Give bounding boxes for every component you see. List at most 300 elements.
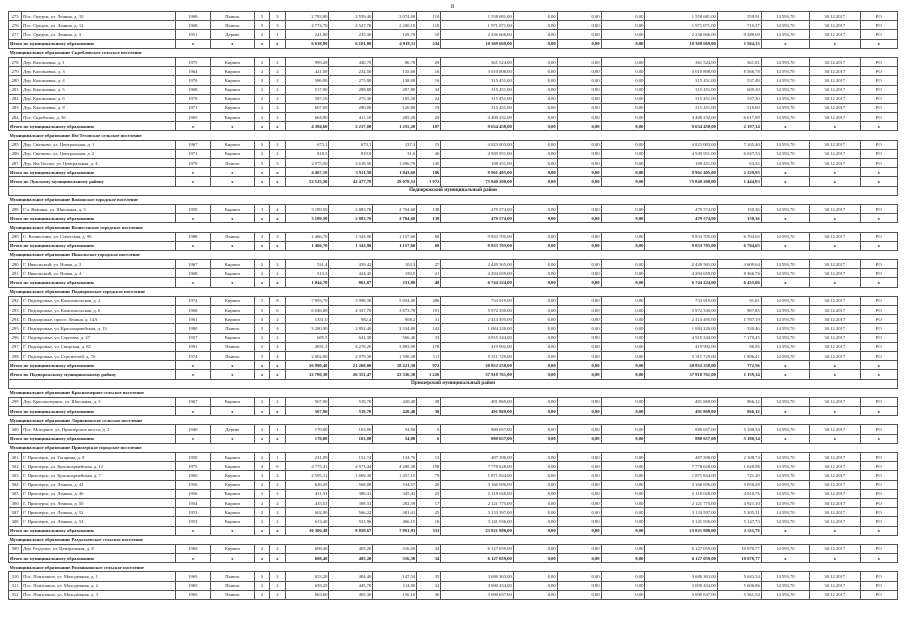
table-cell: 14 593,70	[761, 489, 809, 498]
table-cell: 1 787,19	[717, 315, 761, 324]
table-row	[9, 572, 898, 581]
housing-repair-register-table	[8, 11, 898, 600]
total-cell: x	[254, 278, 269, 287]
total-cell: 0,00	[601, 177, 645, 186]
table-cell: Панель	[210, 351, 254, 360]
total-cell: 37 910 761,00	[441, 370, 513, 379]
total-cell: x	[175, 241, 210, 250]
table-cell: 0,00	[513, 471, 557, 480]
address-cell: С. Вознесенье, ул. Советская, д. 96	[22, 232, 176, 241]
row-number-cell: 276	[9, 21, 22, 30]
table-cell: 2 200,10	[373, 21, 417, 30]
row-number-cell: 304	[9, 480, 22, 489]
section-header-row	[9, 287, 898, 296]
table-cell: 30.12.2017	[810, 517, 860, 526]
total-cell: x	[210, 554, 254, 563]
table-cell: 0,00	[557, 315, 601, 324]
table-row	[9, 103, 898, 112]
table-cell: РО	[860, 159, 898, 168]
table-cell: РО	[860, 462, 898, 471]
table-cell: 2	[254, 453, 269, 462]
table-cell: 126,80	[373, 103, 417, 112]
table-cell: 1 628,98	[717, 462, 761, 471]
total-cell: 20 852 258,00	[645, 361, 717, 370]
total-cell: 0,00	[557, 434, 601, 443]
table-cell: 2 802,00	[285, 351, 329, 360]
row-number-cell: 312	[9, 590, 22, 599]
address-cell: Дер. Калгановка, д. 6	[22, 94, 176, 103]
total-cell: x	[810, 407, 860, 416]
table-cell: 30.12.2017	[810, 315, 860, 324]
address-cell: Дер. Сватково, ул. Центральная, д. 2	[22, 149, 176, 158]
table-cell: 0,00	[513, 269, 557, 278]
table-cell: 1965	[175, 113, 210, 122]
address-cell: Пос. Оредеж, ул. Ленина, д. 10	[22, 12, 176, 21]
table-cell: 0,00	[513, 315, 557, 324]
table-cell: 0,00	[513, 517, 557, 526]
table-cell: 5 606,86	[717, 581, 761, 590]
table-cell: 14 593,70	[761, 453, 809, 462]
table-cell: 24	[417, 94, 441, 103]
table-cell: Панель	[210, 581, 254, 590]
table-cell: 6 127 059,00	[441, 544, 513, 553]
table-cell: 1 157,60	[373, 232, 417, 241]
table-cell: 5 311 729,00	[441, 351, 513, 360]
total-row	[9, 278, 898, 287]
row-number-cell: 310	[9, 572, 22, 581]
total-cell: 9 634 458,00	[441, 122, 513, 131]
total-cell: x	[175, 39, 210, 48]
address-cell: Пос. Оредеж, ул. Ленина, д. 12	[22, 21, 176, 30]
table-cell: 0,00	[601, 342, 645, 351]
total-cell: x	[175, 122, 210, 131]
total-cell: x	[175, 214, 210, 223]
table-cell: Кирпич	[210, 103, 254, 112]
table-cell: РО	[860, 103, 898, 112]
table-cell: 135,60	[373, 67, 417, 76]
table-cell: 5 205,31	[717, 508, 761, 517]
table-cell: РО	[860, 269, 898, 278]
table-row	[9, 204, 898, 213]
total-cell: x	[270, 526, 285, 535]
table-cell: РО	[860, 94, 898, 103]
table-cell: 4 949 951,00	[645, 149, 717, 158]
table-cell: 3 690 637,00	[645, 590, 717, 599]
address-cell: Г.п. Важины, ул. Школьная, д. 3	[22, 204, 176, 213]
table-cell: 2 774,70	[285, 21, 329, 30]
total-cell: 0,00	[513, 122, 557, 131]
total-cell: x	[860, 554, 898, 563]
table-cell: 30.12.2017	[810, 159, 860, 168]
table-cell: 315 451,00	[441, 76, 513, 85]
table-cell: 30.12.2017	[810, 480, 860, 489]
total-cell: 234	[417, 39, 441, 48]
table-cell: 0,00	[557, 159, 601, 168]
table-cell: 424,45	[329, 269, 373, 278]
table-cell: 880 657,00	[645, 425, 717, 434]
table-cell: 14 593,70	[761, 315, 809, 324]
table-cell: 0,00	[513, 425, 557, 434]
table-cell: 2	[254, 67, 269, 76]
table-cell: 1964	[175, 67, 210, 76]
table-cell: 566,22	[329, 508, 373, 517]
total-cell: x	[761, 407, 809, 416]
total-cell: 253,80	[373, 278, 417, 287]
table-cell: 4 949 951,00	[441, 149, 513, 158]
total-cell: x	[175, 278, 210, 287]
total-cell: 2 704,60	[373, 214, 417, 223]
total-cell: x	[175, 370, 210, 379]
table-cell: 5 972 330,00	[441, 306, 513, 315]
total-cell: 405,20	[329, 554, 373, 563]
total-cell: 491 869,00	[441, 407, 513, 416]
total-cell: x	[810, 370, 860, 379]
table-cell: 0,00	[601, 140, 645, 149]
table-cell: 111	[417, 351, 441, 360]
table-cell: Кирпич	[210, 57, 254, 66]
table-cell: 6 617,89	[717, 113, 761, 122]
table-cell: 152,74	[329, 453, 373, 462]
table-cell: 1 971 071,00	[645, 21, 717, 30]
table-cell: 1 558 681,00	[441, 12, 513, 21]
table-cell: 1971	[175, 149, 210, 158]
total-cell: 6 127 059,00	[645, 554, 717, 563]
table-cell: 315 451,00	[441, 85, 513, 94]
table-cell: 567,90	[285, 397, 329, 406]
table-cell: 0,00	[557, 581, 601, 590]
table-cell: 404,40	[329, 572, 373, 581]
table-cell: 2	[270, 113, 285, 122]
total-cell: 608,40	[285, 554, 329, 563]
table-cell: Панель	[210, 324, 254, 333]
table-cell: 4 915 344,00	[645, 333, 717, 342]
table-cell: 819,9	[329, 149, 373, 158]
total-cell: x	[810, 434, 860, 443]
total-cell: 1 159,34	[717, 370, 761, 379]
table-cell: 0,00	[557, 397, 601, 406]
address-cell: Г. Подпорожье, просп. Ленина, д. 14А	[22, 315, 176, 324]
table-cell: 0,00	[557, 517, 601, 526]
table-cell: 14 593,70	[761, 333, 809, 342]
table-cell: 0,00	[557, 306, 601, 315]
table-cell: 4 357,70	[329, 306, 373, 315]
total-label: Итого по муниципальному образованию	[9, 554, 176, 563]
table-cell: 2	[254, 113, 269, 122]
table-cell: 1988	[175, 232, 210, 241]
table-cell: 4 915 344,00	[441, 333, 513, 342]
table-cell: 2 118 028,00	[441, 489, 513, 498]
table-cell: 435,53	[285, 498, 329, 507]
table-row	[9, 113, 898, 122]
table-cell: 4 294 659,00	[441, 269, 513, 278]
table-cell: 7 993,70	[285, 296, 329, 305]
table-cell: 2	[270, 517, 285, 526]
total-row	[9, 407, 898, 416]
table-cell: 1974	[175, 351, 210, 360]
table-cell: 29	[417, 113, 441, 122]
table-cell: 1956	[175, 489, 210, 498]
total-cell: x	[254, 177, 269, 186]
table-cell: 0,00	[557, 351, 601, 360]
total-cell: 26 990,40	[285, 361, 329, 370]
total-row	[9, 177, 898, 186]
table-cell: 3	[270, 12, 285, 21]
total-cell: 0,00	[557, 407, 601, 416]
total-label: Итого по муниципальному образованию	[9, 407, 176, 416]
total-cell: 0,00	[513, 554, 557, 563]
total-cell: 5 180,34	[717, 434, 761, 443]
table-cell: 8 366,76	[717, 269, 761, 278]
table-cell: 34	[417, 85, 441, 94]
table-cell: 405,20	[329, 544, 373, 553]
table-cell: 3 873,70	[373, 306, 417, 315]
table-cell: 3 686 363,00	[645, 572, 717, 581]
section-header-row	[9, 535, 898, 544]
total-cell: x	[254, 526, 269, 535]
table-cell: 2	[254, 333, 269, 342]
table-cell: Кирпич	[210, 94, 254, 103]
table-row	[9, 306, 898, 315]
table-cell: 3	[270, 159, 285, 168]
table-cell: 2 595,12	[285, 471, 329, 480]
total-cell: 20 852 258,00	[441, 361, 513, 370]
table-cell: 0,00	[601, 269, 645, 278]
section-header-row	[9, 443, 898, 452]
total-cell: x	[860, 177, 898, 186]
table-cell: 185,50	[373, 94, 417, 103]
table-cell: 733 919,00	[441, 296, 513, 305]
total-cell: 0,00	[557, 122, 601, 131]
table-cell: 1953	[175, 508, 210, 517]
table-cell: 103,3	[373, 260, 417, 269]
table-cell: 1980	[175, 324, 210, 333]
table-cell: 388,31	[329, 498, 373, 507]
table-cell: 1951	[175, 30, 210, 39]
section-header-row	[9, 416, 898, 425]
total-cell: 0,00	[513, 241, 557, 250]
table-cell: 2 618,50	[329, 159, 373, 168]
total-cell: 68	[417, 241, 441, 250]
table-cell: 519,69	[717, 103, 761, 112]
table-cell: РО	[860, 113, 898, 122]
table-cell: РО	[860, 140, 898, 149]
table-cell: 2 074,00	[373, 12, 417, 21]
table-cell: 0,00	[513, 204, 557, 213]
table-cell: 14 593,70	[761, 590, 809, 599]
total-cell: x	[254, 554, 269, 563]
table-cell: 14 593,70	[761, 113, 809, 122]
table-cell: 401,41	[373, 508, 417, 517]
table-cell: 4 400 232,00	[441, 113, 513, 122]
table-cell: 30.12.2017	[810, 12, 860, 21]
total-cell: x	[860, 361, 898, 370]
table-cell: 8 566,78	[717, 67, 761, 76]
total-label: Итого по муниципальному образованию	[9, 214, 176, 223]
total-cell: x	[175, 361, 210, 370]
district-title: Подпорожский муниципальный район	[9, 186, 898, 195]
table-cell: 0,00	[557, 140, 601, 149]
table-cell: 2	[270, 397, 285, 406]
table-cell: Кирпич	[210, 113, 254, 122]
table-cell: 30.12.2017	[810, 94, 860, 103]
table-cell: 31,6	[373, 149, 417, 158]
table-cell: 999,20	[285, 57, 329, 66]
table-cell: 5 972 330,00	[645, 306, 717, 315]
table-cell: 5 054,00	[373, 296, 417, 305]
table-cell: 1	[270, 425, 285, 434]
total-cell: 1 044,70	[285, 278, 329, 287]
table-cell: 30.12.2017	[810, 306, 860, 315]
total-cell: x	[270, 407, 285, 416]
total-cell: 23 821 800,00	[645, 526, 717, 535]
table-cell: 880 657,00	[441, 425, 513, 434]
table-cell: 2 414 495,00	[441, 315, 513, 324]
table-cell: 138,00	[373, 76, 417, 85]
table-cell: 2 892,40	[329, 324, 373, 333]
row-number-cell: 294	[9, 315, 22, 324]
table-cell: 4 921,10	[717, 498, 761, 507]
table-cell: 491 869,00	[441, 397, 513, 406]
table-cell: 0,00	[513, 480, 557, 489]
table-cell: РО	[860, 480, 898, 489]
table-cell: 568,08	[329, 480, 373, 489]
section-header-row	[9, 223, 898, 232]
total-cell: 0,00	[601, 168, 645, 177]
table-cell: 16	[417, 76, 441, 85]
total-cell: 880 657,00	[645, 434, 717, 443]
total-cell: x	[810, 214, 860, 223]
table-cell: 0,00	[513, 12, 557, 21]
table-cell: РО	[860, 67, 898, 76]
total-cell: x	[860, 122, 898, 131]
table-cell: 1 871 834,00	[441, 471, 513, 480]
table-cell: 163,00	[329, 425, 373, 434]
total-label: Итого по муниципальному образованию	[9, 434, 176, 443]
table-cell: 16	[417, 67, 441, 76]
section-title: Муниципальное образование Никольское городское поселение	[9, 250, 898, 259]
table-cell: 0,00	[601, 397, 645, 406]
table-cell: 79	[417, 471, 441, 480]
table-cell: 5	[254, 342, 269, 351]
table-cell: 613,40	[285, 517, 329, 526]
total-cell: x	[860, 241, 898, 250]
table-cell: 0,00	[601, 489, 645, 498]
table-cell: 479 574,00	[645, 204, 717, 213]
table-cell: 710,37	[717, 21, 761, 30]
table-cell: 0,00	[557, 204, 601, 213]
table-cell: 2	[254, 498, 269, 507]
table-cell: 559,91	[717, 12, 761, 21]
table-cell: 0,00	[557, 232, 601, 241]
table-cell: 275,30	[329, 94, 373, 103]
table-cell: 673,1	[285, 140, 329, 149]
table-cell: 198	[417, 462, 441, 471]
table-cell: 14 593,70	[761, 508, 809, 517]
table-cell: 114,00	[373, 581, 417, 590]
table-cell: РО	[860, 544, 898, 553]
total-cell: x	[254, 122, 269, 131]
total-cell: 519,70	[329, 407, 373, 416]
total-cell: 18 221,30	[373, 361, 417, 370]
table-row	[9, 480, 898, 489]
table-cell: 0,00	[557, 480, 601, 489]
total-cell: x	[860, 214, 898, 223]
table-cell: 0,00	[557, 333, 601, 342]
address-cell: Пос. Оредеж, ул. Ленина, д. 3	[22, 30, 176, 39]
table-cell: 0,00	[601, 544, 645, 553]
table-cell: 30.12.2017	[810, 572, 860, 581]
table-cell: 2 079,30	[329, 351, 373, 360]
table-cell: 4	[270, 351, 285, 360]
table-cell: 1 971 071,00	[441, 21, 513, 30]
table-cell: 137,3	[373, 140, 417, 149]
total-row	[9, 554, 898, 563]
table-cell: 0,00	[513, 333, 557, 342]
total-row	[9, 39, 898, 48]
total-cell: x	[254, 370, 269, 379]
table-cell: 818,5	[285, 149, 329, 158]
table-cell: 653,20	[285, 572, 329, 581]
table-cell: 0,00	[513, 94, 557, 103]
table-cell: 5	[254, 296, 269, 305]
table-cell: 531,96	[329, 517, 373, 526]
table-cell: 30.12.2017	[810, 333, 860, 342]
table-cell: 0,00	[601, 508, 645, 517]
table-cell: 2	[254, 425, 269, 434]
table-row	[9, 508, 898, 517]
table-cell: 275,90	[329, 76, 373, 85]
address-cell: Дер. Калгановка, д. 5	[22, 85, 176, 94]
table-cell: 30.12.2017	[810, 351, 860, 360]
address-cell: Пос. Понтонное, ул. Молодежная, д. 3	[22, 590, 176, 599]
table-cell: 142	[417, 324, 441, 333]
table-cell: 14 593,70	[761, 517, 809, 526]
total-cell: x	[761, 526, 809, 535]
table-cell: 0,00	[601, 462, 645, 471]
total-cell: x	[254, 434, 269, 443]
table-cell: Панель	[210, 590, 254, 599]
total-cell: 9 833 705,00	[441, 241, 513, 250]
table-cell: РО	[860, 296, 898, 305]
table-cell: 491 869,00	[645, 397, 717, 406]
table-cell: 0,00	[601, 351, 645, 360]
table-cell: 0,00	[513, 462, 557, 471]
table-cell: 0,00	[513, 296, 557, 305]
table-cell: 0,00	[557, 76, 601, 85]
table-cell: 14 593,70	[761, 30, 809, 39]
address-cell: Г. Подпорожье, ул. Комсомольская, д. 6	[22, 306, 176, 315]
total-cell: 37 910 761,00	[645, 370, 717, 379]
table-cell: 0,00	[557, 296, 601, 305]
table-cell: Кирпич	[210, 517, 254, 526]
section-title: Муниципальное образование Подпорожское городское поселение	[9, 287, 898, 296]
table-cell: 641,30	[329, 333, 373, 342]
total-cell: 163,00	[329, 434, 373, 443]
total-cell: 972	[417, 361, 441, 370]
table-cell: 315 451,00	[645, 85, 717, 94]
total-cell: x	[210, 122, 254, 131]
table-cell: 2	[254, 269, 269, 278]
table-cell: 626,29	[285, 480, 329, 489]
total-cell: x	[810, 361, 860, 370]
total-cell: 10 369 669,00	[645, 39, 717, 48]
table-cell: 5 056,28	[717, 480, 761, 489]
table-cell: 0,00	[557, 342, 601, 351]
table-cell: Кирпич	[210, 67, 254, 76]
table-cell: 405,30	[329, 590, 373, 599]
table-cell: Кирпич	[210, 471, 254, 480]
table-cell: РО	[860, 260, 898, 269]
